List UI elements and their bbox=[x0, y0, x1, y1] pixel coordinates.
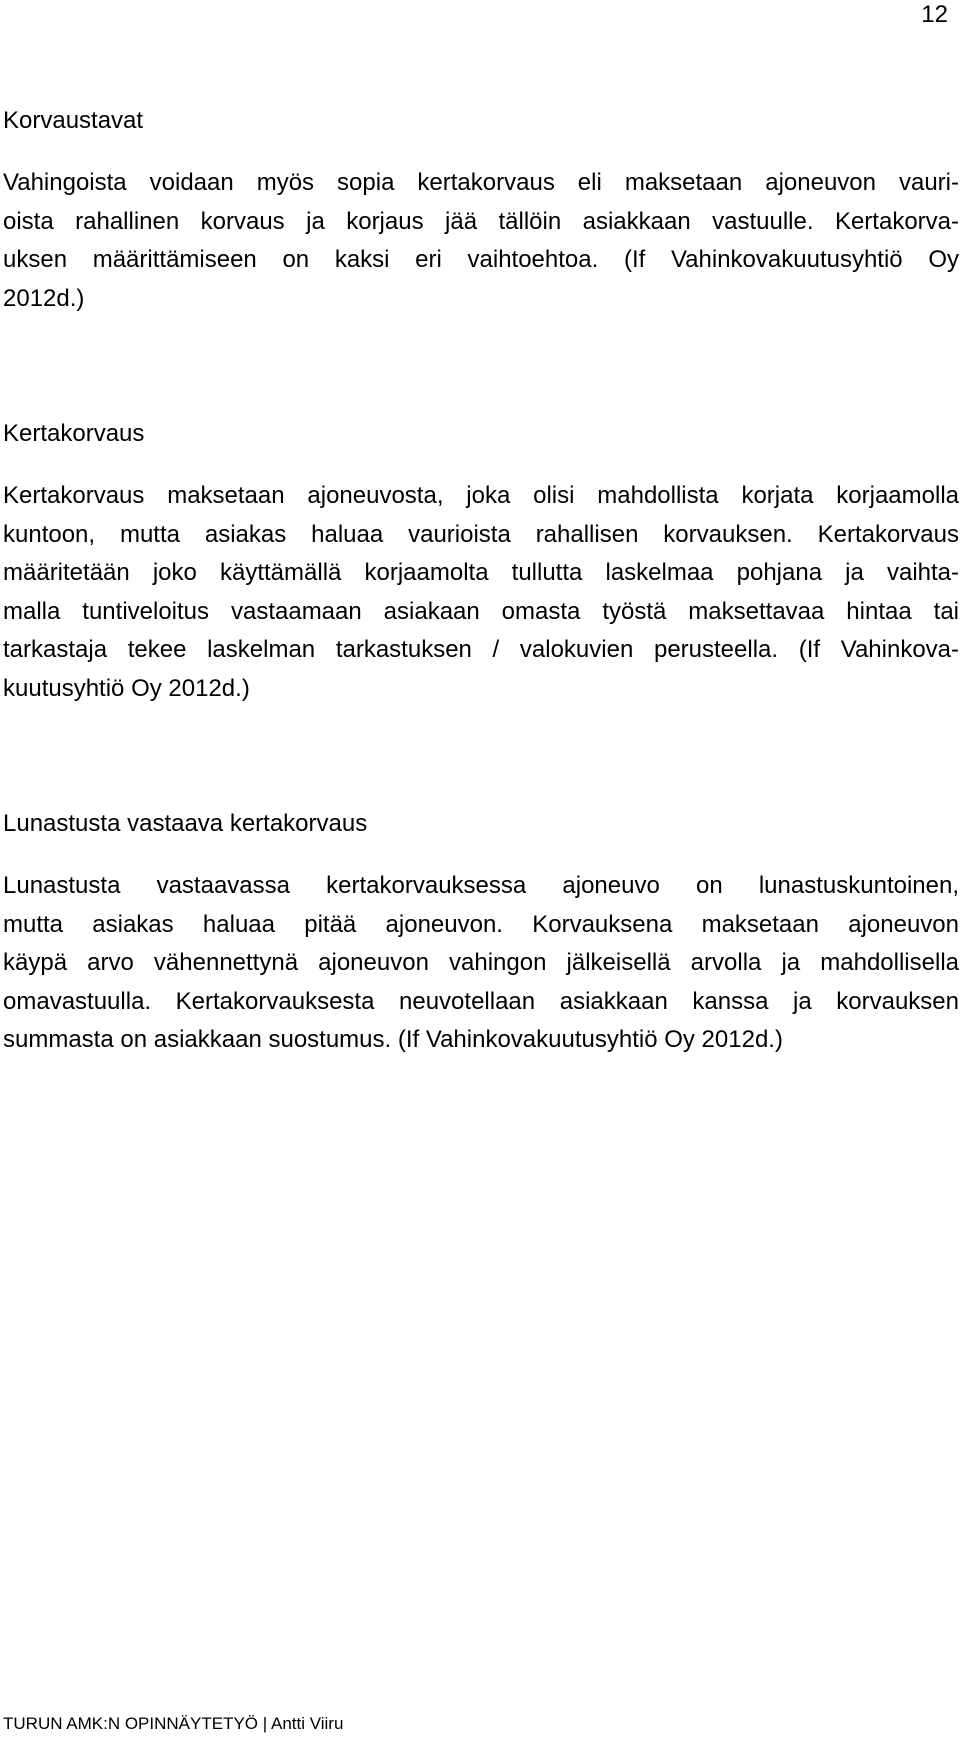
paragraph-kertakorvaus bbox=[3, 477, 959, 708]
paragraph-korvaustavat bbox=[3, 164, 959, 318]
text-line: Kertakorvaus maksetaan ajoneuvosta, joka olisi mahdollista korjata korjaamolla bbox=[3, 482, 959, 509]
text-line: Vahingoista voidaan myös sopia kertakorvaus eli maksetaan ajoneuvon vauri- bbox=[3, 169, 959, 196]
text-line: Lunastusta vastaavassa kertakorvauksessa ajoneuvo on lunastuskuntoinen, bbox=[3, 872, 959, 899]
document-body bbox=[3, 103, 959, 1060]
footer-institution: TURUN AMK:N OPINNÄYTETYÖ bbox=[3, 1714, 259, 1733]
section-heading-kertakorvaus: Kertakorvaus bbox=[3, 420, 145, 447]
section-heading-korvaustavat: Korvaustavat bbox=[3, 107, 144, 134]
text-line: malla tuntiveloitus vastaamaan asiakaan omasta työstä maksettavaa hintaa tai bbox=[3, 597, 959, 625]
page-number: 12 bbox=[921, 1, 948, 28]
text-line: kuutusyhtiö Oy 2012d.) bbox=[3, 674, 250, 702]
text-line: mutta asiakas haluaa pitää ajoneuvon. Korvauksena maksetaan ajoneuvon bbox=[3, 910, 959, 938]
text-line: uksen määrittämiseen on kaksi eri vaihtoehtoa. (If Vahinkovakuutusyhtiö Oy bbox=[3, 246, 959, 273]
text-line: summasta on asiakkaan suostumus. (If Vahinkovakuutusyhtiö Oy 2012d.) bbox=[3, 1026, 783, 1053]
section-heading-lunastusta-vastaava: Lunastusta vastaava kertakorvaus bbox=[3, 810, 368, 837]
text-line: omavastuulla. Kertakorvauksesta neuvotellaan asiakkaan kanssa ja korvauksen bbox=[3, 987, 959, 1015]
footer-separator: | bbox=[262, 1714, 268, 1733]
text-line: käypä arvo vähennettynä ajoneuvon vahingon jälkeisellä arvolla ja mahdollisella bbox=[3, 949, 959, 976]
text-line: kuntoon, mutta asiakas haluaa vaurioista rahallisen korvauksen. Kertakorvaus bbox=[3, 520, 959, 548]
text-line: oista rahallinen korvaus ja korjaus jää tällöin asiakkaan vastuulle. Kertakorva- bbox=[3, 207, 959, 235]
footer-author: Antti Viiru bbox=[270, 1714, 344, 1733]
page-footer bbox=[3, 1713, 343, 1735]
text-line: määritetään joko käyttämällä korjaamolta tullutta laskelmaa pohjana ja vaihta- bbox=[3, 559, 959, 586]
paragraph-lunastusta-vastaava bbox=[3, 867, 959, 1060]
text-line: 2012d.) bbox=[3, 284, 85, 312]
text-line: tarkastaja tekee laskelman tarkastuksen / valokuvien perusteella. (If Vahinkova- bbox=[3, 636, 959, 663]
